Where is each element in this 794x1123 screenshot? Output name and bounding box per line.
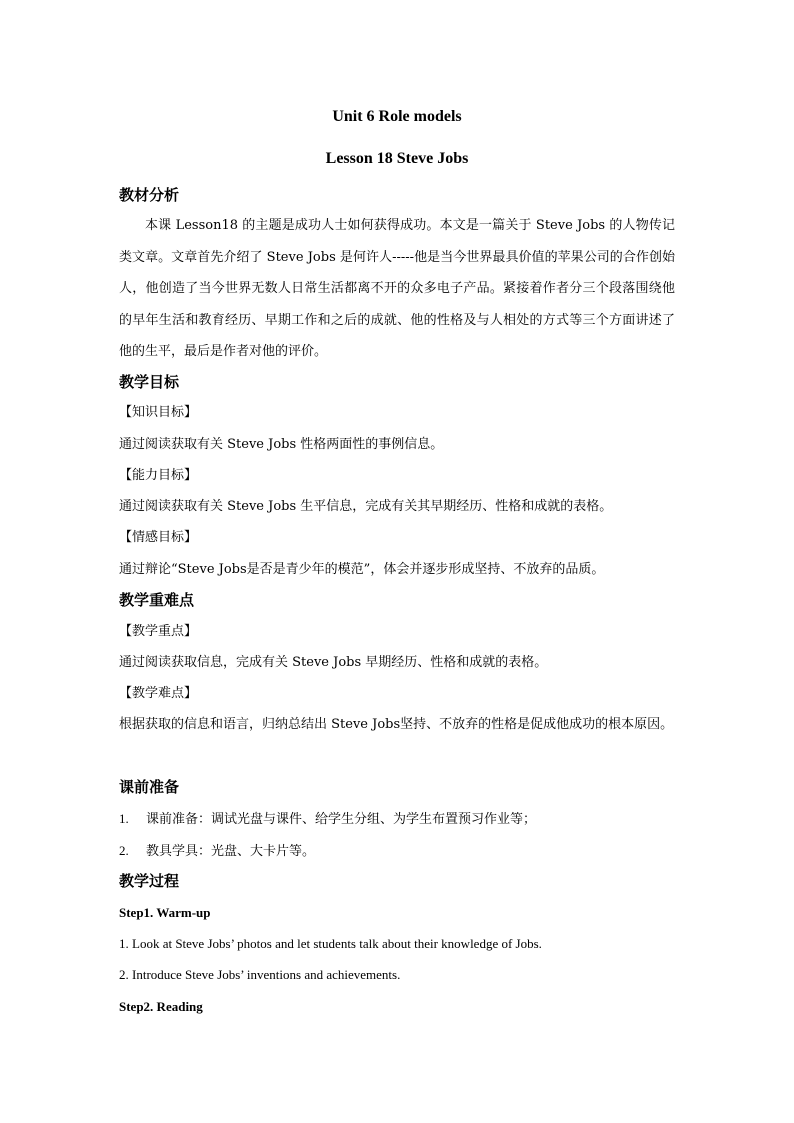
knowledge-objective-label: 【知识目标】 xyxy=(119,405,198,420)
section-heading-preparation: 课前准备 xyxy=(119,778,180,796)
teaching-focus-label: 【教学重点】 xyxy=(119,624,198,639)
knowledge-objective-text: 通过阅读获取有关 Steve Jobs 性格两面性的事例信息。 xyxy=(119,437,444,452)
step2-title: Step2. Reading xyxy=(119,999,203,1014)
step1-title: Step1. Warm-up xyxy=(119,905,211,920)
teaching-difficulty-label: 【教学难点】 xyxy=(119,686,198,701)
section-heading-analysis: 教材分析 xyxy=(119,186,180,204)
preparation-item-text: 课前准备：调试光盘与课件、给学生分组、为学生布置预习作业等； xyxy=(146,812,537,827)
emotion-objective-text: 通过辩论“Steve Jobs是否是青少年的模范”，体会并逐步形成坚持、不放弃的品质。 xyxy=(119,562,605,577)
teaching-focus-text: 通过阅读获取信息，完成有关 Steve Jobs 早期经历、性格和成就的表格。 xyxy=(119,655,548,670)
section-heading-key-points: 教学重难点 xyxy=(119,591,195,609)
section-heading-process: 教学过程 xyxy=(119,872,180,890)
section-heading-objectives: 教学目标 xyxy=(119,373,180,391)
unit-title: Unit 6 Role models xyxy=(332,108,462,125)
ability-objective-label: 【能力目标】 xyxy=(119,468,198,483)
preparation-item-text: 教具学具：光盘、大卡片等。 xyxy=(146,844,316,859)
step1-item: 2. Introduce Steve Jobs’ inventions and achievements. xyxy=(119,967,401,982)
teaching-difficulty-text: 根据获取的信息和语言，归纳总结出 Steve Jobs坚持、不放弃的性格是促成他成功的根本原因。 xyxy=(119,717,674,732)
analysis-paragraph: 本课 Lesson18 的主题是成功人士如何获得成功。本文是一篇关于 Steve Jobs 的人物传记类文章。文章首先介绍了 Steve Jobs 是何许人-----他是当今世界最具价值的苹果公司的合作创始人，他创造了当今世界无数人日常生活都离不开的众多电子产品。紧接着作者分三个段落围绕他的早年生活和教育经历、早期工作和之后的成就、他的性格及与人相处的方式等三个方面讲述了他的生平，最后是作者对他的评价。 xyxy=(119,218,675,359)
lesson-title: Lesson 18 Steve Jobs xyxy=(325,150,469,167)
preparation-item xyxy=(119,842,315,861)
step1-item: 1. Look at Steve Jobs’ photos and let students talk about their knowledge of Jobs. xyxy=(119,936,542,951)
preparation-item-number: 1. xyxy=(119,811,129,826)
preparation-item xyxy=(119,810,536,829)
ability-objective-text: 通过阅读获取有关 Steve Jobs 生平信息，完成有关其早期经历、性格和成就的表格。 xyxy=(119,499,613,514)
preparation-item-number: 2. xyxy=(119,843,129,858)
emotion-objective-label: 【情感目标】 xyxy=(119,530,198,545)
